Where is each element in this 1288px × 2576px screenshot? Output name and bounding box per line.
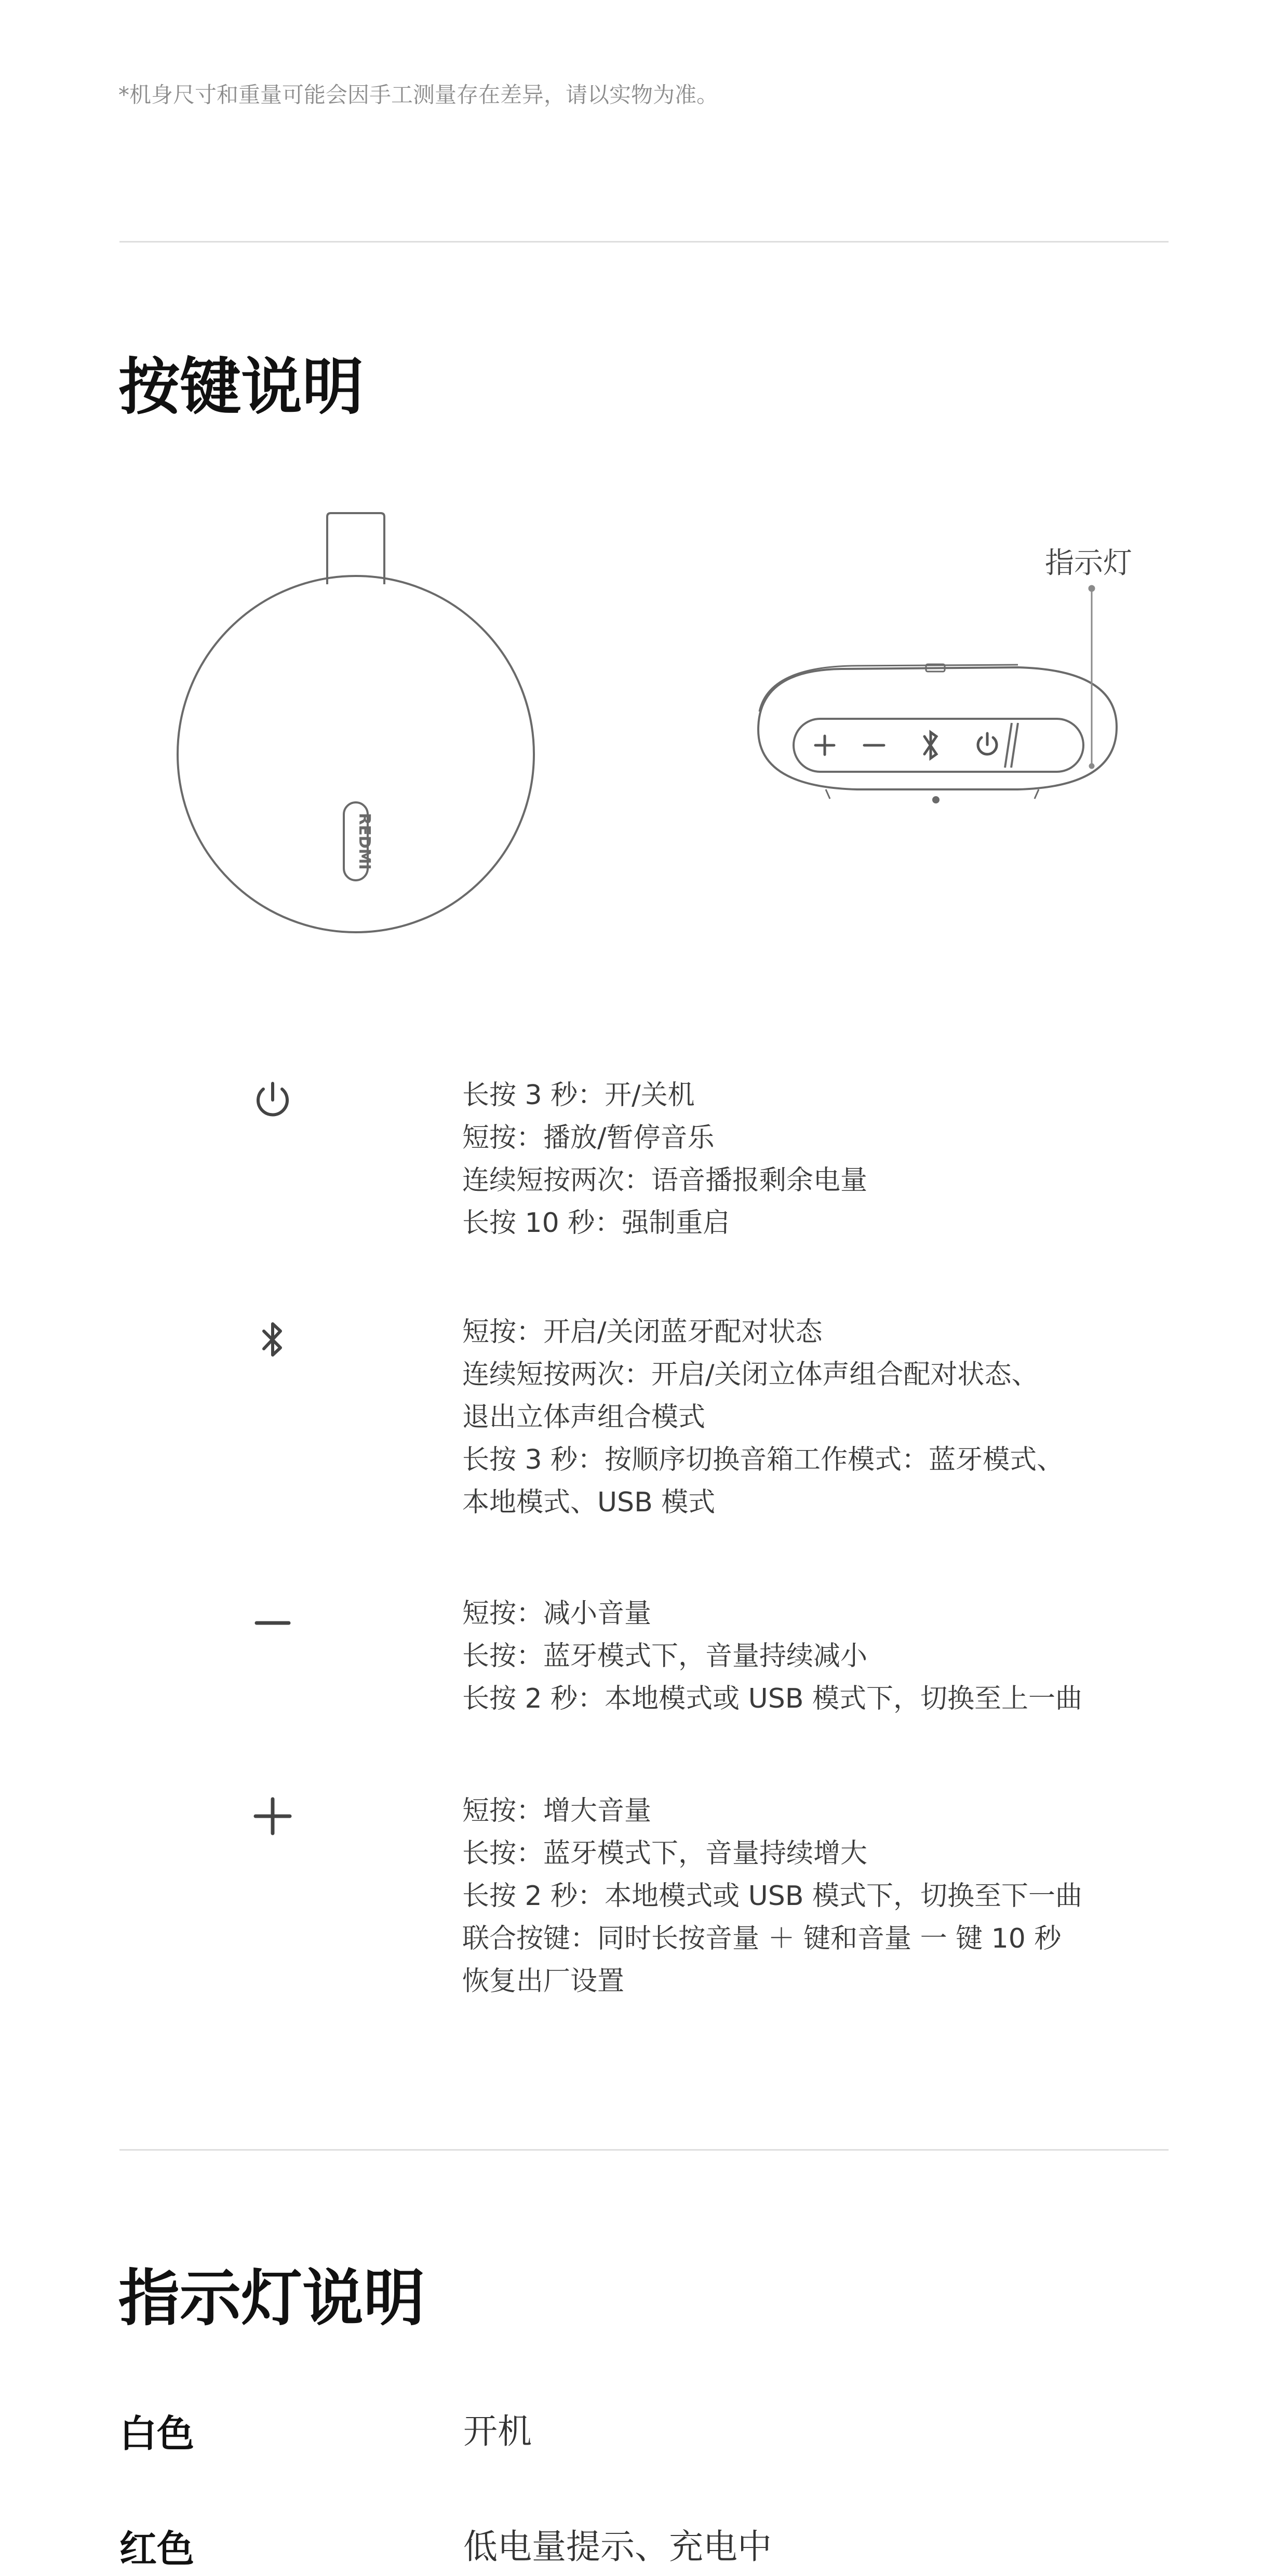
divider [119,241,1169,243]
measurement-footnote: *机身尺寸和重量可能会因手工测量存在差异，请以实物为准。 [118,82,719,108]
plus-key-description [462,1790,1082,2003]
desc-line: 连续短按两次：语音播报剩余电量 [462,1165,868,1196]
front-logo: REDMI [355,813,373,870]
side-bluetooth-icon [924,732,936,758]
indicator-color-red: 红色 [119,2527,195,2571]
speaker-side-view [758,664,1117,802]
desc-line: 长按：蓝牙模式下，音量持续增大 [462,1838,868,1869]
desc-line: 短按：减小音量 [462,1598,652,1629]
minus-icon [244,1594,301,1652]
power-key-description [462,1074,867,1244]
desc-line: 长按：蓝牙模式下，音量持续减小 [462,1641,868,1672]
indicator-section-title: 指示灯说明 [118,2262,425,2334]
indicator-color-white: 白色 [119,2412,195,2456]
desc-line: 短按：开启/关闭蓝牙配对状态 [462,1317,823,1348]
desc-line: 连续短按两次：开启/关闭立体声组合配对状态、 [462,1359,1039,1390]
side-view-buttons [815,732,997,758]
desc-line: 短按：增大音量 [462,1795,652,1827]
desc-line: 长按 3 秒：按顺序切换音箱工作模式：蓝牙模式、 [462,1444,1064,1475]
desc-line: 长按 2 秒：本地模式或 USB 模式下，切换至上一曲 [462,1683,1082,1714]
desc-line: 退出立体声组合模式 [462,1402,706,1433]
power-icon [244,1071,301,1128]
desc-line: 长按 2 秒：本地模式或 USB 模式下，切换至下一曲 [462,1881,1082,1912]
desc-line: 长按 3 秒：开/关机 [462,1080,695,1111]
minus-key-description [462,1592,1082,1720]
plus-icon [244,1788,301,1845]
side-plus-icon [815,736,834,755]
indicator-meaning-white: 开机 [463,2411,532,2451]
indicator-meaning-red: 低电量提示、充电中 [463,2527,772,2567]
desc-line: 长按 10 秒：强制重启 [462,1208,730,1239]
divider [119,2149,1169,2151]
desc-line: 恢复出厂设置 [462,1966,625,1997]
indicator-leader [1089,586,1094,768]
buttons-section-title: 按键说明 [118,351,364,423]
desc-line: 联合按键：同时长按音量 ＋ 键和音量 一 键 10 秒 [462,1923,1062,1954]
desc-line: 本地模式、USB 模式 [462,1487,716,1518]
desc-line: 短按：播放/暂停音乐 [462,1122,715,1153]
side-power-icon [978,733,997,754]
bluetooth-key-description [462,1311,1064,1524]
bluetooth-icon [244,1311,301,1369]
indicator-callout-label: 指示灯 [1045,546,1132,580]
